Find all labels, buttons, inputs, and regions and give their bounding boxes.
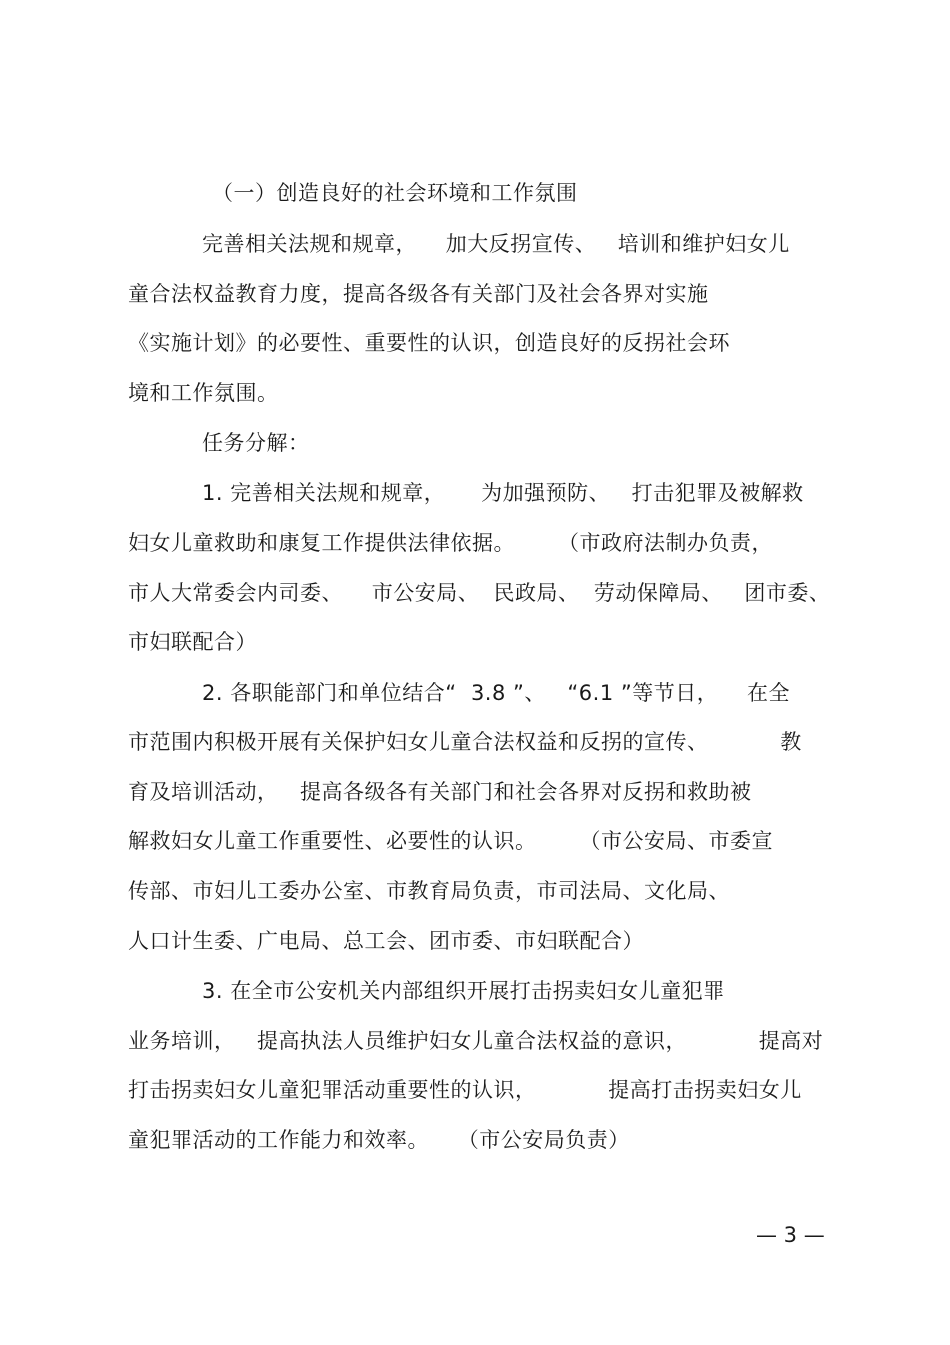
intro-line-1: 完善相关法规和规章， 加大反拐宣传、 培训和维护妇女儿 <box>202 232 790 256</box>
task-1-line-2: 妇女儿童救助和康复工作提供法律依据。 （市政府法制办负责， <box>128 531 774 555</box>
intro-line-4: 境和工作氛围。 <box>128 381 279 405</box>
task-3-line-2: 业务培训， 提高执法人员维护妇女儿童合法权益的意识， 提高对 <box>128 1029 824 1053</box>
task-2-line-3: 育及培训活动， 提高各级各有关部门和社会各界对反拐和救助被 <box>128 780 752 804</box>
task-3-line-3: 打击拐卖妇女儿童犯罪活动重要性的认识， 提高打击拐卖妇女儿 <box>128 1078 802 1102</box>
task-1-line-4: 市妇联配合） <box>128 630 257 654</box>
task-3-line-1: 3. 在全市公安机关内部组织开展打击拐卖妇女儿童犯罪 <box>202 979 725 1003</box>
task-2-line-2: 市范围内积极开展有关保护妇女儿童合法权益和反拐的宣传、 教 <box>128 730 802 754</box>
task-2-line-1: 2. 各职能部门和单位结合“ 3.8 ”、 “6.1 ”等节日， 在全 <box>202 681 790 705</box>
intro-line-2: 童合法权益教育力度，提高各级各有关部门及社会各界对实施 <box>128 282 709 306</box>
task-3-line-4: 童犯罪活动的工作能力和效率。 （市公安局负责） <box>128 1128 630 1152</box>
task-label: 任务分解： <box>202 431 310 455</box>
task-1-line-1: 1. 完善相关法规和规章， 为加强预防、 打击犯罪及被解救 <box>202 481 804 505</box>
page-number: — 3 — <box>756 1223 825 1247</box>
task-2-line-4: 解救妇女儿童工作重要性、必要性的认识。 （市公安局、市委宣 <box>128 829 774 853</box>
section-heading: （一）创造良好的社会环境和工作氛围 <box>212 181 578 205</box>
task-2-line-5: 传部、市妇儿工委办公室、市教育局负责，市司法局、文化局、 <box>128 879 730 903</box>
task-2-line-6: 人口计生委、广电局、总工会、团市委、市妇联配合） <box>128 929 644 953</box>
task-1-line-3: 市人大常委会内司委、 市公安局、 民政局、 劳动保障局、 团市委、 <box>128 581 831 605</box>
intro-line-3: 《实施计划》的必要性、重要性的认识，创造良好的反拐社会环 <box>128 331 730 355</box>
